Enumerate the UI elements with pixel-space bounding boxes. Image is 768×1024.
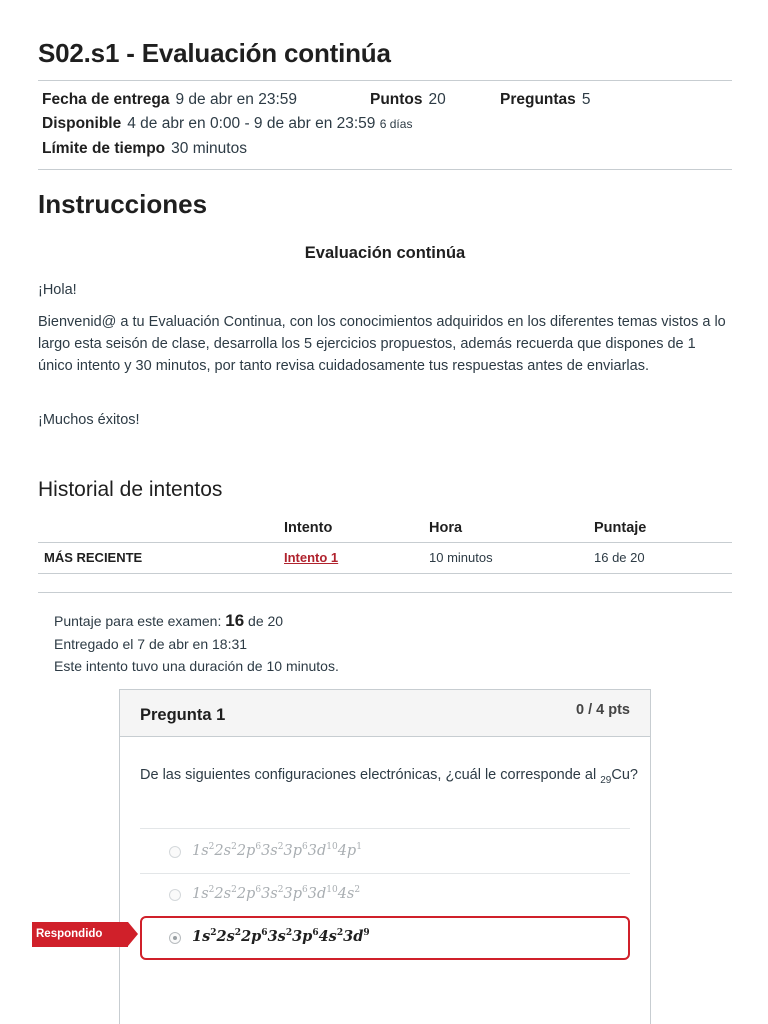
points-label: Puntos (370, 91, 423, 108)
orbital: 3d (307, 843, 327, 859)
question-points: 0 / 4 pts (576, 702, 630, 718)
answer-option[interactable] (140, 830, 630, 874)
orbital: 1s (192, 886, 209, 902)
orbital: 4p (337, 843, 357, 859)
divider (38, 592, 732, 593)
closing: ¡Muchos éxitos! (38, 412, 140, 428)
electron-count: 1 (356, 842, 362, 852)
electron-count: 2 (231, 842, 237, 852)
availability (42, 115, 412, 133)
answer-option-selected[interactable] (140, 916, 630, 960)
electron-count: 2 (336, 928, 344, 938)
points (370, 91, 446, 109)
questions-label: Preguntas (500, 91, 576, 108)
electron-count: 2 (277, 842, 284, 852)
orbital: 3s (267, 928, 286, 945)
available-label: Disponible (42, 115, 122, 132)
score-prefix: Puntaje para este examen: (54, 613, 222, 629)
electron-count: 6 (261, 928, 268, 938)
orbital: 3p (283, 886, 302, 902)
page-title: S02.s1 - Evaluación continúa (38, 38, 391, 68)
instructions-heading: Instrucciones (38, 189, 208, 219)
orbital: 1s (192, 928, 211, 945)
attempt-link[interactable]: Intento 1 (284, 550, 339, 565)
time-limit-label: Límite de tiempo (42, 140, 166, 157)
divider (38, 80, 732, 81)
questions-value: 5 (581, 91, 591, 108)
orbital: 4s (337, 886, 355, 902)
questions-count (500, 91, 590, 109)
orbital: 4s (318, 928, 337, 945)
electron-count: 2 (208, 842, 215, 852)
orbital: 3s (261, 843, 278, 859)
electron-count: 6 (301, 885, 308, 895)
available-value: 4 de abr en 0:00 - 9 de abr en 23:59 (127, 115, 376, 132)
due-date (42, 91, 297, 109)
electron-count: 9 (363, 928, 370, 938)
orbital: 3p (283, 843, 302, 859)
column-header-score: Puntaje (594, 520, 647, 536)
points-value: 20 (428, 91, 446, 108)
electron-count: 2 (285, 928, 293, 938)
orbital: 2s (216, 928, 235, 945)
attempt-duration: Este intento tuvo una duración de 10 minutos. (54, 658, 339, 674)
score-value: 16 (225, 611, 245, 630)
question-text (140, 764, 640, 792)
instructions-subtitle: Evaluación continúa (304, 244, 466, 262)
electron-count: 10 (326, 885, 338, 895)
row-label: MÁS RECIENTE (44, 550, 143, 565)
electron-configuration (192, 885, 360, 902)
table-divider (38, 542, 732, 543)
electron-count: 2 (277, 885, 284, 895)
orbital: 2p (236, 843, 256, 859)
electron-count: 2 (210, 928, 217, 938)
option-divider (140, 828, 630, 829)
flag-arrow (128, 922, 138, 946)
electron-count: 10 (326, 842, 338, 852)
question-text-before: De las siguientes configuraciones electrónicas, ¿cuál le corresponde al (140, 767, 601, 783)
electron-configuration (192, 842, 362, 859)
electron-count: 6 (312, 928, 319, 938)
time-limit-value: 30 minutos (171, 140, 247, 157)
instructions-body: Bienvenid@ a tu Evaluación Continua, con los conocimientos adquiridos en los diferentes temas vistos a lo largo esta seisón de clase, desarrolla los 5 ejercicios propuestos, además recuerda que dispones de 1 único intento y 30 minutos, por tanto revisa cuidadosamente tus respuestas antes de enviarlas. (38, 314, 726, 374)
submitted-date: Entregado el 7 de abr en 18:31 (54, 636, 248, 652)
orbital: 2s (214, 886, 232, 902)
orbital: 2p (241, 928, 262, 945)
attempt-score: 16 de 20 (594, 550, 645, 565)
atomic-number: 29 (600, 774, 612, 786)
radio-icon[interactable] (169, 889, 181, 901)
question-header (120, 690, 650, 737)
electron-count: 2 (231, 885, 237, 895)
orbital: 1s (192, 843, 209, 859)
question-text-after: Cu? (611, 767, 638, 783)
question-card (119, 689, 651, 1024)
attempt-time: 10 minutos (429, 550, 493, 565)
electron-count: 2 (354, 885, 361, 895)
electron-count: 6 (301, 842, 308, 852)
greeting: ¡Hola! (38, 282, 77, 298)
column-header-attempt: Intento (284, 520, 333, 536)
column-header-time: Hora (429, 520, 463, 536)
electron-count: 6 (255, 842, 262, 852)
electron-count: 6 (255, 885, 262, 895)
radio-checked-icon[interactable] (169, 932, 181, 944)
table-divider (38, 573, 732, 574)
available-days: 6 días (379, 117, 413, 131)
history-heading: Historial de intentos (38, 478, 223, 501)
electron-count: 2 (208, 885, 215, 895)
due-value: 9 de abr en 23:59 (175, 91, 298, 108)
electron-count: 2 (234, 928, 242, 938)
radio-icon[interactable] (169, 846, 181, 858)
orbital: 2p (236, 886, 256, 902)
answer-option[interactable] (140, 873, 630, 917)
answered-label: Respondido (32, 922, 128, 947)
orbital: 3d (307, 886, 327, 902)
orbital: 3d (343, 928, 364, 945)
orbital: 3s (261, 886, 278, 902)
question-title: Pregunta 1 (140, 706, 226, 724)
orbital: 3p (292, 928, 313, 945)
orbital: 2s (214, 843, 232, 859)
exam-score (54, 611, 283, 631)
answered-flag (32, 922, 138, 947)
score-suffix: de 20 (248, 613, 284, 629)
electron-configuration (192, 928, 370, 945)
time-limit (42, 140, 247, 158)
divider (38, 169, 732, 170)
due-label: Fecha de entrega (42, 91, 170, 108)
